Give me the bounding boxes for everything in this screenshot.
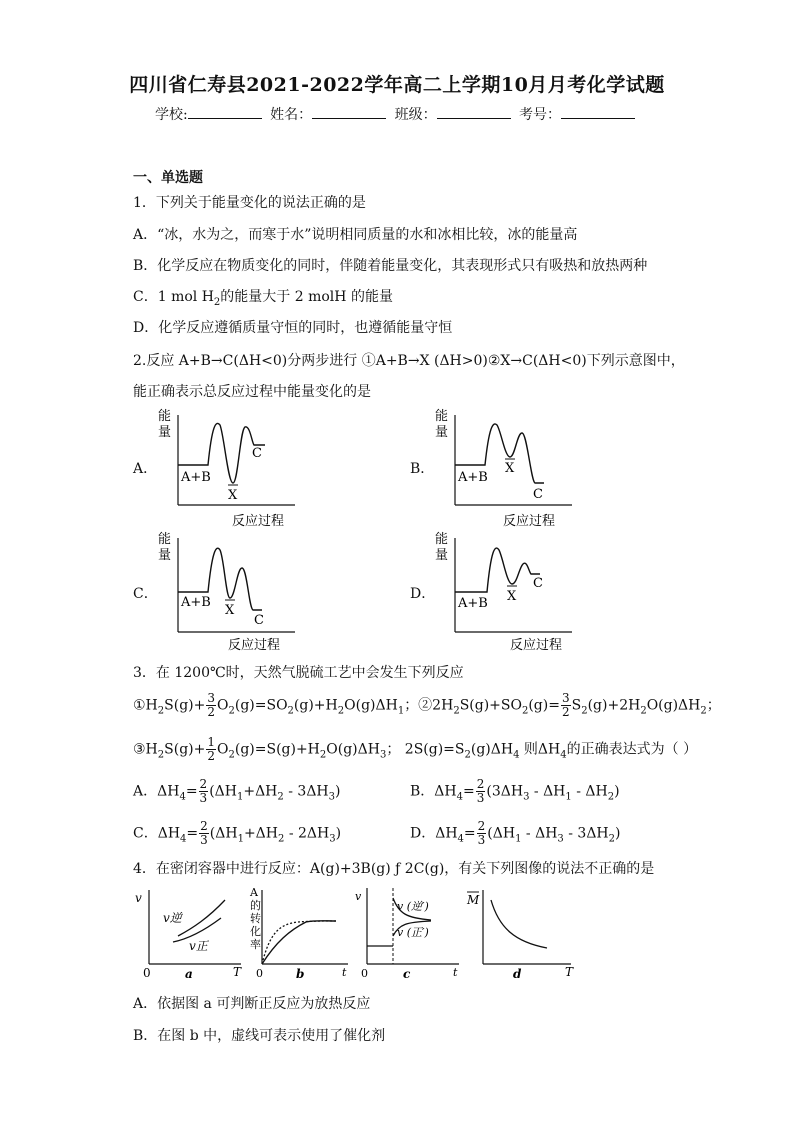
text: (g)ΔH: [470, 741, 514, 758]
q3-reaction-line2: [133, 736, 697, 763]
text: - 2ΔH: [284, 825, 330, 842]
denominator: 3: [200, 833, 208, 847]
c-label: C: [533, 576, 543, 591]
name-blank[interactable]: [312, 105, 386, 119]
sub: 2: [319, 749, 327, 761]
sub: 4: [179, 791, 186, 803]
sub: 1: [237, 833, 244, 845]
x-label: t: [453, 966, 458, 979]
ab-label: A+B: [181, 470, 211, 485]
text: O(g)ΔH: [344, 697, 398, 714]
y-label-4: 化: [250, 925, 261, 938]
y-label: v: [135, 891, 142, 905]
q3-stem: 3．在 1200℃时，天然气脱硫工艺中会发生下列反应: [133, 665, 464, 681]
student-info-row: [0, 104, 794, 124]
text: 的正确表达式为（ ）: [566, 741, 698, 758]
denominator: 2: [207, 705, 215, 719]
y-label-1: A: [250, 886, 258, 899]
x-label: t: [342, 966, 347, 979]
sub: 2: [228, 749, 235, 761]
text: - 3ΔH: [283, 783, 329, 800]
class-blank[interactable]: [437, 105, 511, 119]
q1-c-sub: 2: [213, 296, 221, 308]
sub: 1: [236, 791, 244, 803]
y-label-2: 量: [435, 548, 449, 563]
energy-curve: [455, 548, 540, 592]
text: (g)=SO: [234, 697, 288, 714]
y-label-3: 转: [250, 912, 261, 925]
number-label: 考号：: [519, 107, 562, 123]
sub: 2: [453, 705, 460, 717]
c-label: C: [252, 446, 262, 461]
sub: 2: [337, 705, 345, 717]
sub: 2: [277, 791, 284, 803]
fraction-3-2: [561, 692, 571, 719]
numerator: 1: [207, 735, 215, 749]
fraction-2-3: [199, 820, 209, 847]
sub: 3: [523, 791, 530, 803]
text: +ΔH: [243, 825, 278, 842]
sub: 2: [608, 833, 616, 845]
text: O: [217, 741, 229, 758]
sub: 2: [157, 749, 165, 761]
x-axis-label: 反应过程: [503, 514, 556, 529]
text: (3ΔH: [486, 783, 524, 800]
q3-option-c: C．$\Delta H_4=$ $\frac{2}{3}$ $(\Delta H_1+\Delta H_2 - 2\Delta H_3)$: [133, 819, 342, 847]
sub: 4: [560, 749, 567, 761]
dashed-curve: [262, 921, 336, 964]
text: (g)+2H: [587, 697, 641, 714]
y-label-2: 量: [158, 548, 172, 563]
q2-label-b: B．: [410, 461, 435, 477]
sub: 3: [328, 791, 336, 803]
text: - ΔH: [529, 783, 566, 800]
section-heading: 一、单选题: [133, 170, 203, 186]
energy-diagram-c: [150, 528, 300, 653]
text: O(g)ΔH: [326, 741, 380, 758]
sub: 2: [700, 705, 707, 717]
graph-b: [248, 884, 353, 980]
caption-d: d: [513, 967, 522, 980]
y-label-1: 能: [435, 409, 449, 424]
sub: 2: [228, 705, 235, 717]
fraction-2-3: [199, 778, 209, 805]
denominator: 2: [561, 705, 570, 719]
text: S(g)+: [164, 741, 206, 758]
caption-b: b: [296, 967, 305, 980]
x-label: X: [505, 461, 515, 476]
sub: 2: [278, 833, 285, 845]
x-axis-label: 反应过程: [228, 638, 281, 653]
ab-label: A+B: [458, 596, 488, 611]
text: ③H: [133, 741, 158, 758]
text: ； 2S(g)=S: [386, 741, 465, 758]
denominator: 3: [477, 833, 486, 847]
y-label-2: 量: [435, 425, 449, 440]
x-axis-label: 反应过程: [510, 638, 563, 653]
q1-c-text: C．1 mol H: [133, 289, 214, 305]
caption-a: a: [185, 967, 193, 980]
q1-c-text2: 的能量大于 2 molH 的能量: [220, 289, 393, 305]
text: O: [217, 697, 229, 714]
energy-diagram-b: [427, 405, 577, 530]
fraction-1-2: [206, 736, 216, 763]
sub: 4: [513, 749, 520, 761]
school-label: 学校:: [154, 107, 188, 123]
text: D．ΔH: [410, 825, 458, 842]
sub: 3: [557, 833, 564, 845]
text: S: [571, 697, 582, 714]
sub: 2: [157, 705, 165, 717]
q3-reaction-line1: [133, 692, 721, 719]
q4-stem: 4．在密闭容器中进行反应：A(g)+3B(g) ƒ 2C(g)，有关下列图像的说法不正确的是: [133, 861, 655, 877]
y-label-1: 能: [158, 409, 172, 424]
q1-option-d: D．化学反应遵循质量守恒的同时，也遵循能量守恒: [133, 320, 453, 336]
solid-curve: [262, 921, 336, 964]
q2-label-c: C．: [133, 586, 158, 602]
x-label: X: [225, 603, 235, 618]
y-label-1: 能: [435, 532, 449, 547]
q4-option-a: A．依据图 a 可判断正反应为放热反应: [133, 996, 371, 1012]
text: (ΔH: [209, 825, 238, 842]
origin-label: 0: [256, 967, 263, 980]
v-rev-label: v逆: [163, 911, 182, 925]
numerator: 2: [200, 819, 208, 833]
q2-stem-line1: 2.反应 A+B→C(ΔH<0)分两步进行 ①A+B→X (ΔH>0)②X→C(ΔH<0)下列示意图中，: [133, 353, 685, 369]
sub: 2: [521, 705, 529, 717]
text: ；: [706, 697, 721, 714]
q2-label-d: D．: [410, 586, 436, 602]
ab-label: A+B: [458, 470, 488, 485]
text: (g)=S(g)+H: [234, 741, 320, 758]
class-label: 班级：: [394, 107, 437, 123]
q4-option-b: B．在图 b 中，虚线可表示使用了催化剂: [133, 1028, 386, 1044]
q1-option-c: [133, 286, 393, 308]
q3-option-d: D．$\Delta H_4=$ $\frac{2}{3}$ $(\Delta H_1 - \Delta H_3 - 3\Delta H_2)$: [410, 819, 621, 847]
sub: 1: [515, 833, 522, 845]
name-label: 姓名：: [270, 107, 313, 123]
c-label: C: [533, 487, 543, 502]
numerator: 2: [476, 777, 485, 791]
y-label-1: 能: [158, 532, 172, 547]
text: A．ΔH: [133, 783, 180, 800]
number-blank[interactable]: [561, 105, 635, 119]
sub: 2: [581, 705, 588, 717]
text: (ΔH: [487, 825, 516, 842]
caption-c: c: [403, 967, 411, 980]
school-blank[interactable]: [188, 105, 262, 119]
text: (g)+H: [293, 697, 338, 714]
x-label: X: [228, 488, 238, 503]
energy-diagram-d: [427, 528, 577, 653]
graph-c: [353, 884, 465, 980]
origin-label: 0: [361, 967, 368, 980]
text: (g)=: [528, 697, 560, 714]
q2-label-a: A．: [133, 461, 158, 477]
origin-label: 0: [143, 966, 151, 980]
sub: 2: [640, 705, 647, 717]
q3-option-b: B．$\Delta H_4=$ $\frac{2}{3}$ $(3\Delta H_3 - \Delta H_1 - \Delta H_2)$: [410, 777, 620, 805]
numerator: 3: [561, 691, 570, 705]
q1-stem: 1．下列关于能量变化的说法正确的是: [133, 195, 366, 211]
y-label: v: [355, 890, 362, 903]
x-label: T: [565, 965, 574, 979]
sub: 4: [180, 833, 187, 845]
q1-option-a: A．“冰，水为之，而寒于水”说明相同质量的水和冰相比较，冰的能量高: [133, 227, 578, 243]
x-axis-label: 反应过程: [232, 514, 285, 529]
q1-option-b: B．化学反应在物质变化的同时，伴随着能量变化，其表现形式只有吸热和放热两种: [133, 258, 648, 274]
sub: 2: [287, 705, 294, 717]
graph-d: [465, 884, 577, 980]
text: 则ΔH: [519, 741, 561, 758]
sub: 1: [397, 705, 405, 717]
sub: 2: [464, 749, 471, 761]
text: ①H: [133, 697, 158, 714]
denominator: 3: [476, 791, 485, 805]
x-label: X: [507, 589, 517, 604]
sub: 2: [607, 791, 615, 803]
y-label-2: 的: [250, 899, 261, 912]
text: (ΔH: [209, 783, 237, 800]
ab-label: A+B: [181, 595, 211, 610]
numerator: 2: [199, 777, 208, 791]
numerator: 2: [477, 819, 486, 833]
text: S(g)+SO: [459, 697, 522, 714]
sub: 3: [329, 833, 336, 845]
page-title: 四川省仁寿县2021-2022学年高二上学期10月月考化学试题: [129, 74, 665, 96]
text: S(g)+: [164, 697, 206, 714]
fraction-2-3: [476, 778, 486, 805]
v-fwd-label: v (正′): [397, 926, 429, 939]
y-label-2: 量: [158, 425, 172, 440]
text: C．ΔH: [133, 825, 181, 842]
text: - ΔH: [521, 825, 558, 842]
fraction-2-3: [477, 820, 487, 847]
sub: 4: [456, 791, 463, 803]
q2-stem-line2: 能正确表示总反应过程中能量变化的是: [133, 384, 371, 400]
m-curve: [491, 900, 547, 948]
v-fwd-label: v正: [189, 939, 208, 953]
sub: 1: [565, 791, 572, 803]
text: +ΔH: [243, 783, 278, 800]
y-label-5: 率: [250, 938, 261, 951]
text: B．ΔH: [410, 783, 457, 800]
energy-diagram-a: [150, 405, 300, 530]
denominator: 2: [207, 749, 215, 763]
fraction-3-2: [206, 692, 216, 719]
x-label: T: [233, 965, 242, 979]
text: O(g)ΔH: [646, 697, 701, 714]
numerator: 3: [207, 691, 215, 705]
text: - 3ΔH: [563, 825, 609, 842]
sub: 3: [379, 749, 387, 761]
text: ；②2H: [404, 697, 454, 714]
graph-a: [133, 884, 248, 980]
sub: 4: [457, 833, 464, 845]
denominator: 3: [199, 791, 208, 805]
c-label: C: [254, 613, 264, 628]
v-rev-label: v (逆′): [397, 900, 429, 913]
q3-option-a: A．$\Delta H_4=$ $\frac{2}{3}$ $(\Delta H_1+\Delta H_2 - 3\Delta H_3)$: [133, 777, 341, 805]
text: - ΔH: [571, 783, 608, 800]
y-label: M: [467, 893, 480, 907]
